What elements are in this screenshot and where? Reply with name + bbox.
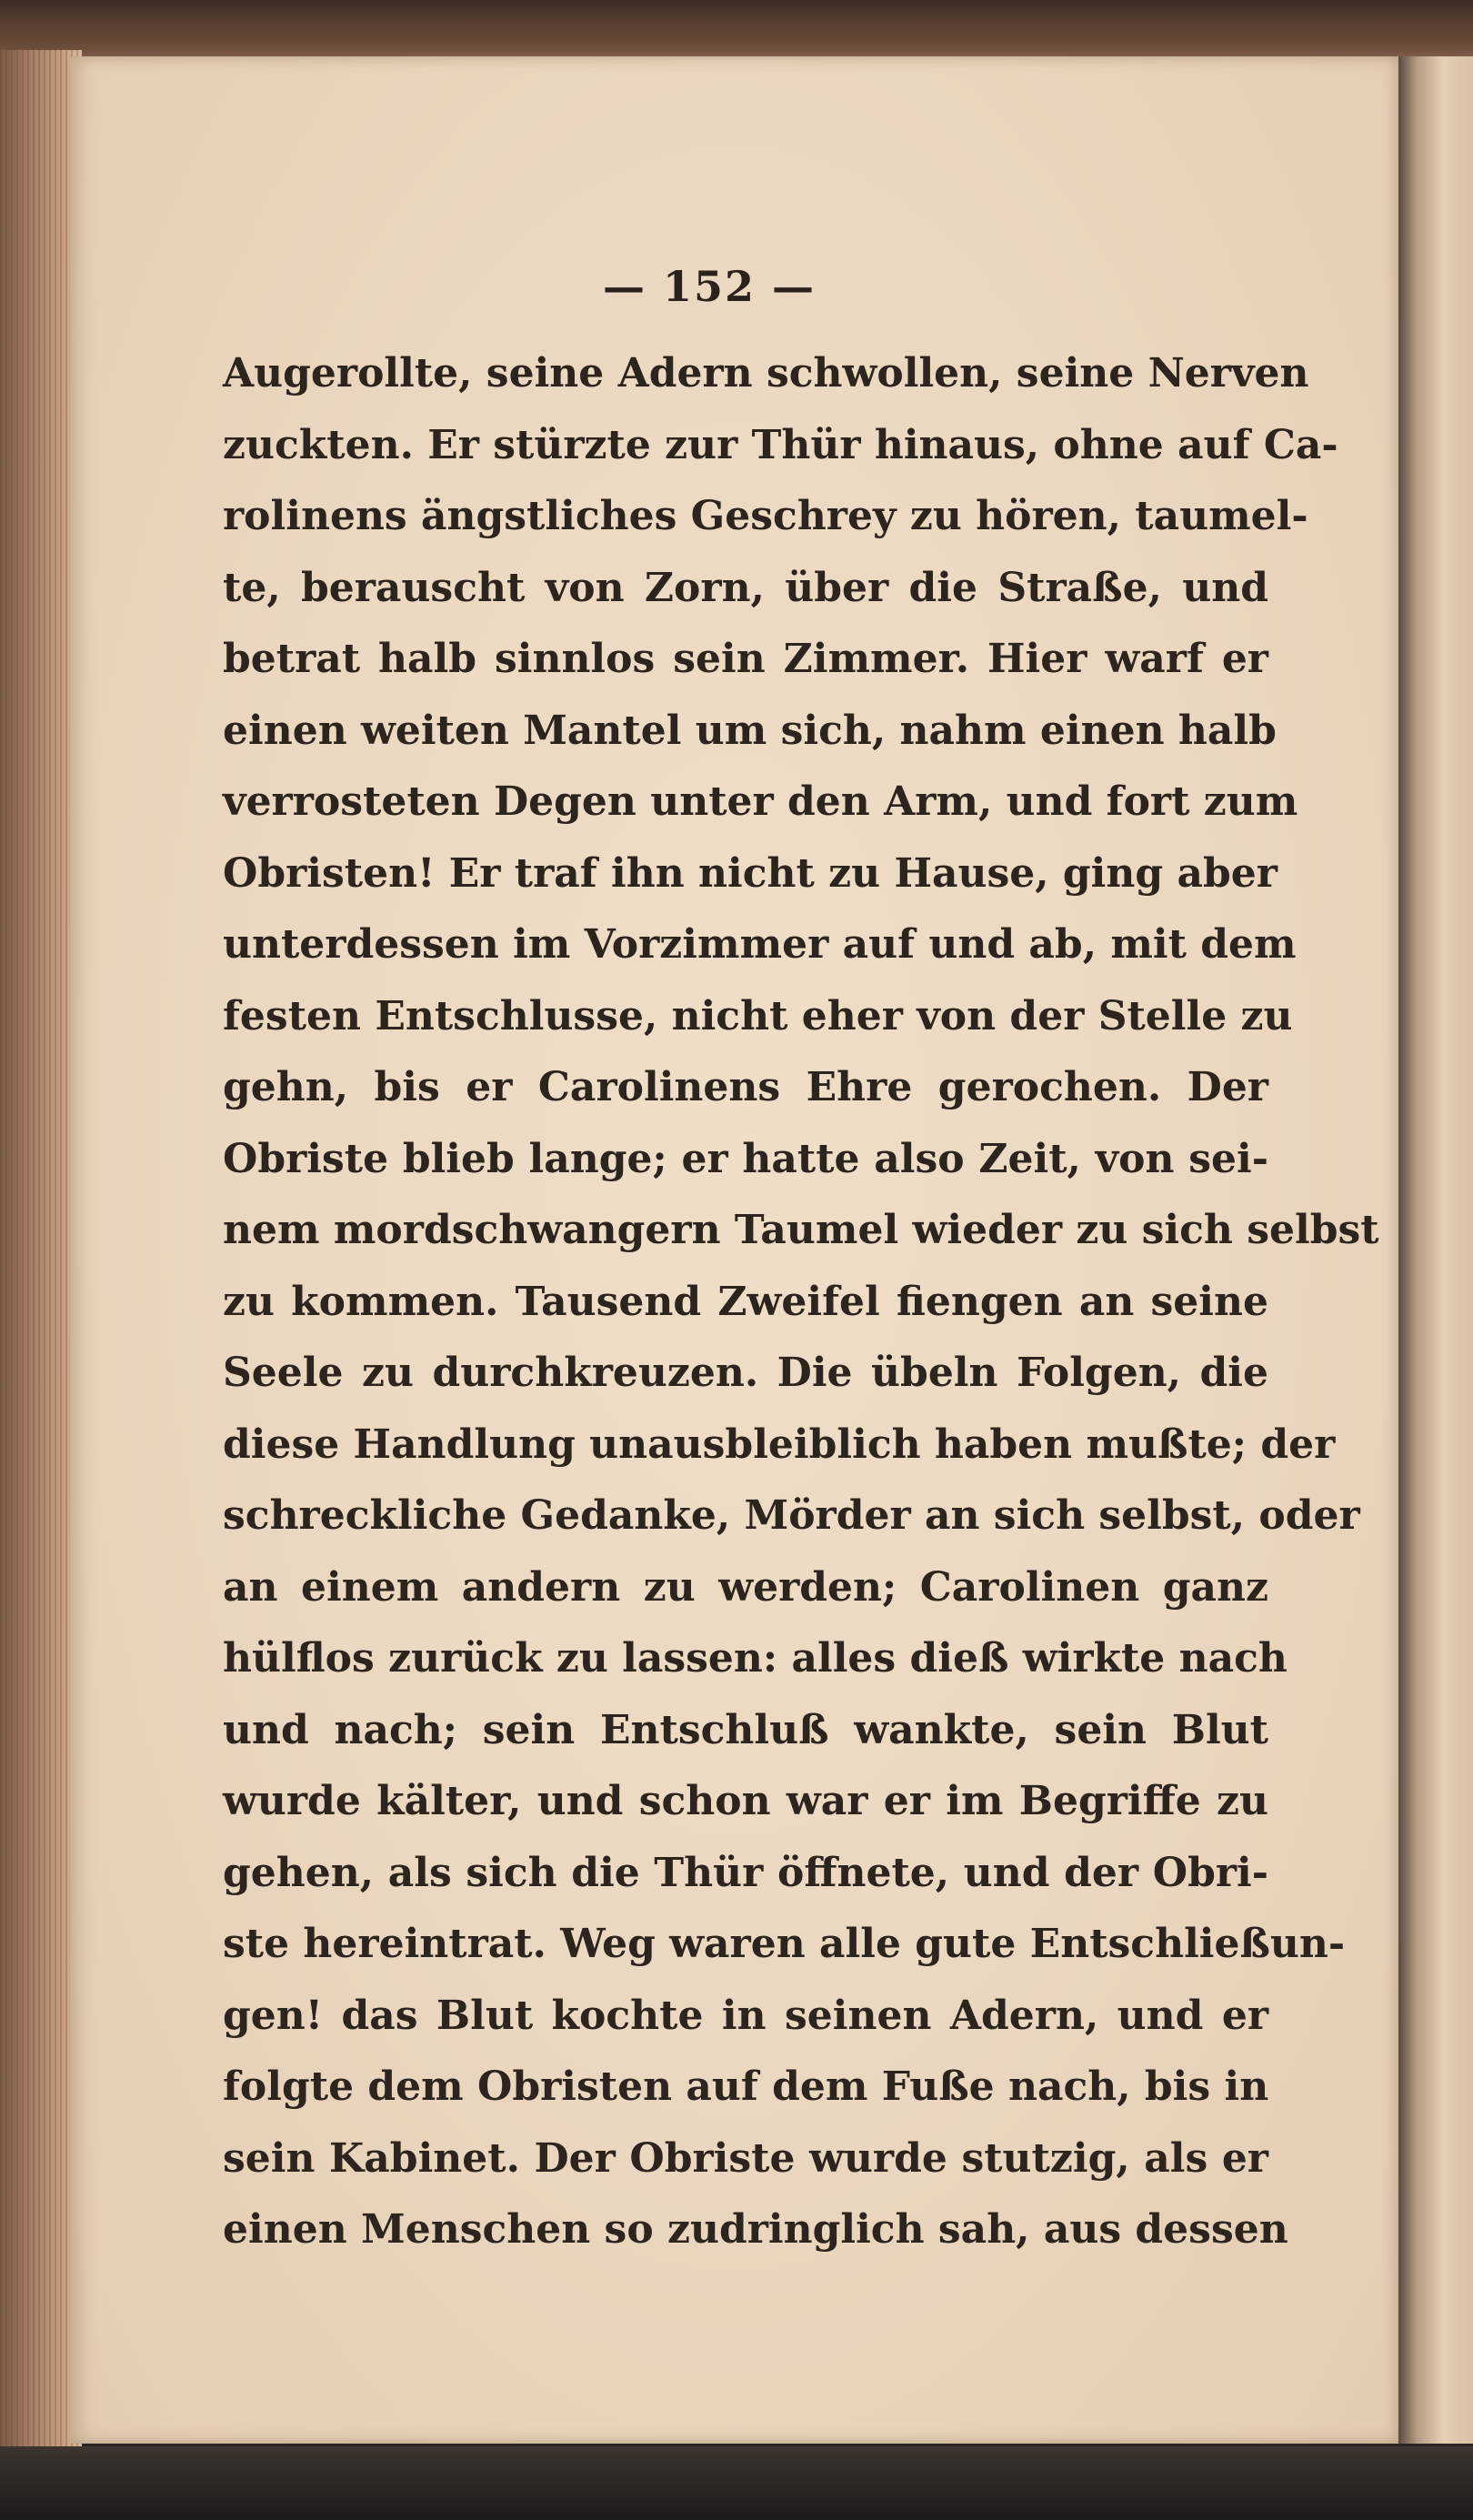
text-line: einen weiten Mantel um sich, nahm einen halb — [223, 707, 1277, 754]
text-line: schreckliche Gedanke, Mörder an sich selbst, oder — [223, 1492, 1360, 1539]
book-page-edge-right — [1398, 56, 1473, 2444]
text-line: zu kommen. Tausend Zweifel fiengen an seine — [223, 1278, 1268, 1325]
text-line: betrat halb sinnlos sein Zimmer. Hier warf er — [223, 636, 1268, 682]
text-line: Obristen! Er traf ihn nicht zu Hause, ging aber — [223, 849, 1278, 897]
text-line: folgte dem Obristen auf dem Fuße nach, bis in — [223, 2063, 1269, 2110]
page-number: — 152 — — [602, 262, 817, 311]
book-top-edge — [0, 0, 1473, 64]
text-line: zuckten. Er stürzte zur Thür hinaus, ohne auf Ca- — [223, 421, 1338, 468]
text-line: wurde kälter, und schon war er im Begriffe zu — [223, 1778, 1268, 1824]
text-line: an einem andern zu werden; Carolinen ganz — [223, 1563, 1268, 1611]
text-line: gen! das Blut kochte in seinen Adern, und er — [223, 1992, 1268, 2039]
body-text — [223, 338, 1379, 2266]
text-line: festen Entschlusse, nicht eher von der Stelle zu — [223, 992, 1293, 1039]
text-line: te, berauscht von Zorn, über die Straße, und — [223, 564, 1268, 611]
book-bottom-edge — [0, 2446, 1473, 2520]
text-line: gehn, bis er Carolinens Ehre gerochen. Der — [223, 1064, 1268, 1110]
text-line: unterdessen im Vorzimmer auf und ab, mit dem — [223, 921, 1297, 968]
text-line: verrosteten Degen unter den Arm, und fort zum — [223, 778, 1298, 825]
text-line: ste hereintrat. Weg waren alle gute Entschließun- — [223, 1921, 1346, 1967]
text-line: und nach; sein Entschluß wankte, sein Blut — [223, 1706, 1268, 1753]
text-line: einen Menschen so zudringlich sah, aus dessen — [223, 2206, 1288, 2253]
text-line: sein Kabinet. Der Obriste wurde stutzig, als er — [223, 2134, 1268, 2182]
text-line: diese Handlung unausbleiblich haben mußte; der — [223, 1421, 1336, 1468]
text-line: rolinens ängstliches Geschrey zu hören, taumel- — [223, 493, 1308, 539]
text-line: nem mordschwangern Taumel wieder zu sich selbst — [223, 1207, 1379, 1253]
text-line: Augerollte, seine Adern schwollen, seine Nerven — [223, 350, 1309, 397]
text-line: gehen, als sich die Thür öffnete, und der Obri- — [223, 1849, 1268, 1896]
text-line: hülflos zurück zu lassen: alles dieß wirkte nach — [223, 1635, 1288, 1682]
book-page-edges-left — [0, 50, 82, 2451]
text-line: Obriste blieb lange; er hatte also Zeit, von sei- — [223, 1135, 1268, 1182]
text-line: Seele zu durchkreuzen. Die übeln Folgen, die — [223, 1350, 1268, 1396]
